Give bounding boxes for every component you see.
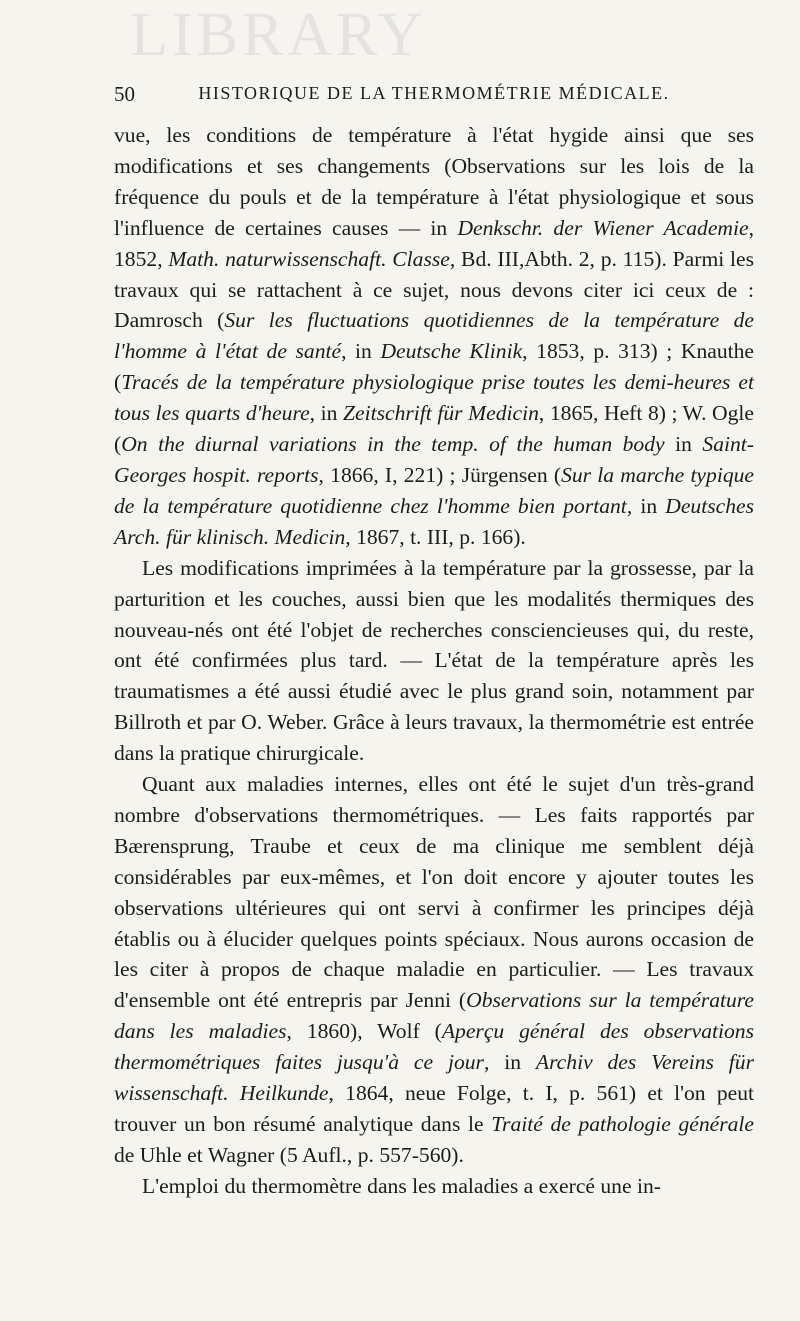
- text-run: vue, les conditions de température à l'état hygide ainsi que ses modifications et ses changements (Observations sur les lois de la fréquence du pouls et de la température à l'état physiologique et sous l'influence de certaines causes — in: [114, 123, 754, 240]
- italic-citation: Sur la marche typique de la température quotidienne chez l'homme bien portant: [114, 462, 754, 518]
- text-run: , 1866, I, 221) ; Jürgensen (: [318, 462, 562, 487]
- italic-citation: Deutsches Arch. für klinisch. Medicin: [114, 493, 754, 549]
- text-run: L'emploi du thermomètre dans les maladies a exercé une in-: [142, 1173, 661, 1198]
- text-run: Quant aux maladies internes, elles ont été le sujet d'un très-grand nombre d'observations thermométriques. — Les faits rapportés par Bærensprung, Traube et ceux de ma clinique me semblent déjà considérables par eux-mêmes, et l'on doit encore y ajouter toutes les observations ultérieures qui ont servi à confirmer les principes déjà établis ou à élucider quelques points spéciaux. Nous aurons occasion de les citer à propos de chaque maladie en particulier. — Les travaux d'ensemble ont été entrepris par Jenni (: [114, 772, 754, 1013]
- text-run: de Uhle et Wagner (5 Aufl., p. 557-560).: [114, 1142, 464, 1167]
- italic-citation: Saint-Georges hospit. reports: [114, 432, 754, 487]
- text-run: , 1867, t. III, p. 166).: [345, 524, 526, 549]
- italic-citation: Denkschr. der Wiener Academie: [457, 215, 749, 240]
- italic-citation: Tracés de la température physiologique prise toutes les demi-heures et tous les quarts d'heure: [114, 370, 754, 426]
- library-watermark: LIBRARY: [130, 1, 427, 69]
- paragraph: [114, 553, 754, 769]
- page-header: [114, 82, 754, 110]
- text-run: , in: [341, 339, 381, 364]
- italic-citation: Observations sur la température dans les maladies: [114, 988, 754, 1044]
- italic-citation: Sur les fluctuations quotidiennes de la température de l'homme à l'état de santé: [114, 308, 754, 364]
- text-run: , Bd. III,Abth. 2, p. 115). Parmi les travaux qui se rattachent à ce sujet, nous devons citer ici ceux de : Damrosch (: [114, 246, 755, 333]
- text-run: , 1860), Wolf (: [286, 1019, 442, 1044]
- text-run: in: [664, 432, 703, 457]
- italic-citation: Traité de pathologie générale: [491, 1112, 755, 1136]
- italic-citation: Zeitschrift für Medicin: [343, 401, 539, 426]
- paragraph: [114, 1171, 754, 1202]
- text-run: , in: [309, 401, 344, 426]
- italic-citation: Aperçu général des observations thermométriques faites jusqu'à ce jour: [114, 1019, 754, 1075]
- body-text: [114, 120, 754, 1202]
- text-run: , 1864, neue Folge, t. I, p. 561) et l'on peut trouver un bon résumé analytique dans le: [114, 1081, 754, 1136]
- text-run: , in: [483, 1050, 536, 1075]
- text-run: , in: [626, 493, 666, 518]
- paragraph: [114, 120, 754, 553]
- running-title: HISTORIQUE DE LA THERMOMÉTRIE MÉDICALE.: [198, 83, 670, 103]
- text-run: , 1865, Heft 8) ; W. Ogle (: [114, 401, 755, 457]
- italic-citation: Archiv des Vereins für wissenschaft. Heilkunde: [114, 1050, 754, 1106]
- text-run: Les modifications imprimées à la température par la grossesse, par la parturition et les couches, aussi bien que les modalités thermiques des nouveau-nés ont été l'objet de recherches consciencieuses qui, du reste, ont été confirmées plus tard. — L'état de la température après les traumatismes a été aussi étudié avec le plus grand soin, notamment par Billroth et par O. Weber. Grâce à leurs travaux, la thermométrie est entrée dans la pratique chirurgicale.: [114, 555, 754, 766]
- page-number: 50: [114, 82, 135, 106]
- italic-citation: Deutsche Klinik: [380, 339, 523, 364]
- text-run: , 1852,: [114, 215, 754, 271]
- italic-citation: Math. naturwissenschaft. Classe: [168, 246, 450, 271]
- paragraph: [114, 769, 754, 1171]
- italic-citation: On the diurnal variations in the temp. of the human body: [121, 432, 665, 457]
- text-run: , 1853, p. 313) ; Knauthe (: [114, 339, 755, 395]
